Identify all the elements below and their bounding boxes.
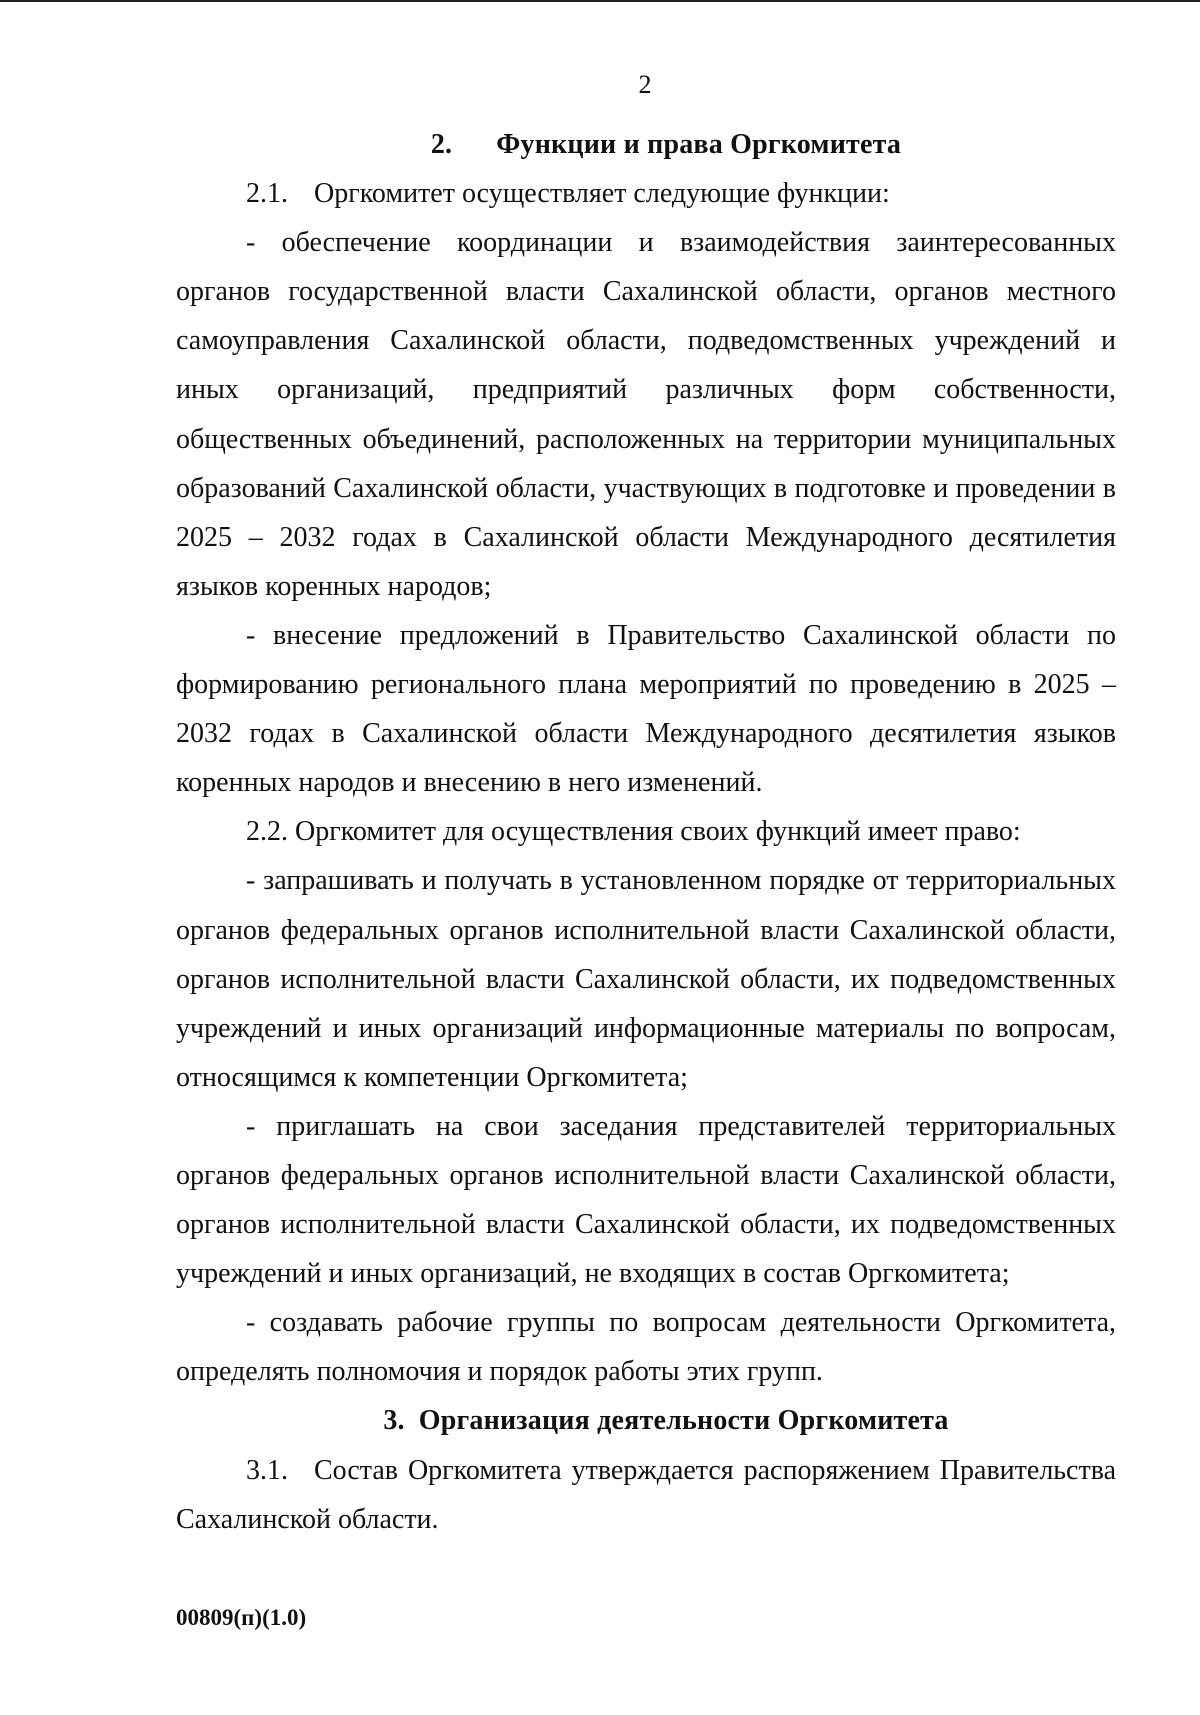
bullet-working-groups: - создавать рабочие группы по вопросам деятельности Оргкомитета, определять полномочия и порядок работы этих групп. — [176, 1307, 1116, 1388]
clause-3-1-text: Состав Оргкомитета утверждается распоряжением Правительства Сахалинской области. — [176, 1454, 1116, 1535]
section-2-title: Функции и права Оргкомитета — [496, 129, 902, 160]
bullet-proposals: - внесение предложений в Правительство Сахалинской области по формированию регионального плана мероприятий по проведению в 2025 – 2032 годах в Сахалинской области Международного десятилетия языков коренных народов и внесению в него изменений. — [176, 619, 1116, 799]
bullet-coordination: - обеспечение координации и взаимодействия заинтересованных органов государственной власти Сахалинской области, органов местного самоуправления Сахалинской области, подведомственных учреждений и иных организаций, предприятий различных форм собственности, общественных объединений, расположенных на территории муниципальных образований Сахалинской области, участвующих в подготовке и проведении в 2025 – 2032 годах в Сахалинской области Международного десятилетия языков коренных народов; — [176, 227, 1116, 602]
section-3-number: 3. — [383, 1405, 405, 1437]
clause-3-1 — [176, 1446, 1116, 1544]
section-2-heading — [176, 120, 1116, 169]
clause-2-2: 2.2. Оргкомитет для осуществления своих функций имеет право: — [246, 816, 1021, 848]
page-number: 2 — [638, 70, 652, 99]
top-rule — [0, 0, 1200, 2]
clause-2-1 — [176, 169, 1116, 218]
bullet-invite-representatives: - приглашать на свои заседания представителей территориальных органов федеральных органов исполнительной власти Сахалинской области, органов исполнительной власти Сахалинской области, их подведомственных учреждений и иных организаций, не входящих в состав Оргкомитета; — [176, 1110, 1116, 1290]
bullet-request-materials: - запрашивать и получать в установленном порядке от территориальных органов федеральных органов исполнительной власти Сахалинской области, органов исполнительной власти Сахалинской области, их подведомственных учреждений и иных организаций информационные материалы по вопросам, относящимся к компетенции Оргкомитета; — [176, 865, 1116, 1093]
section-3-title: Организация деятельности Оргкомитета — [418, 1405, 949, 1437]
document-code: 00809(п)(1.0) — [176, 1605, 307, 1630]
document-body — [176, 120, 1116, 1544]
section-3-heading — [176, 1396, 1116, 1445]
clause-3-1-number: 3.1. — [246, 1454, 288, 1486]
clause-2-1-text: Оргкомитет осуществляет следующие функции: — [314, 178, 890, 210]
section-2-number: 2. — [430, 129, 453, 160]
clause-2-1-number: 2.1. — [246, 178, 288, 210]
